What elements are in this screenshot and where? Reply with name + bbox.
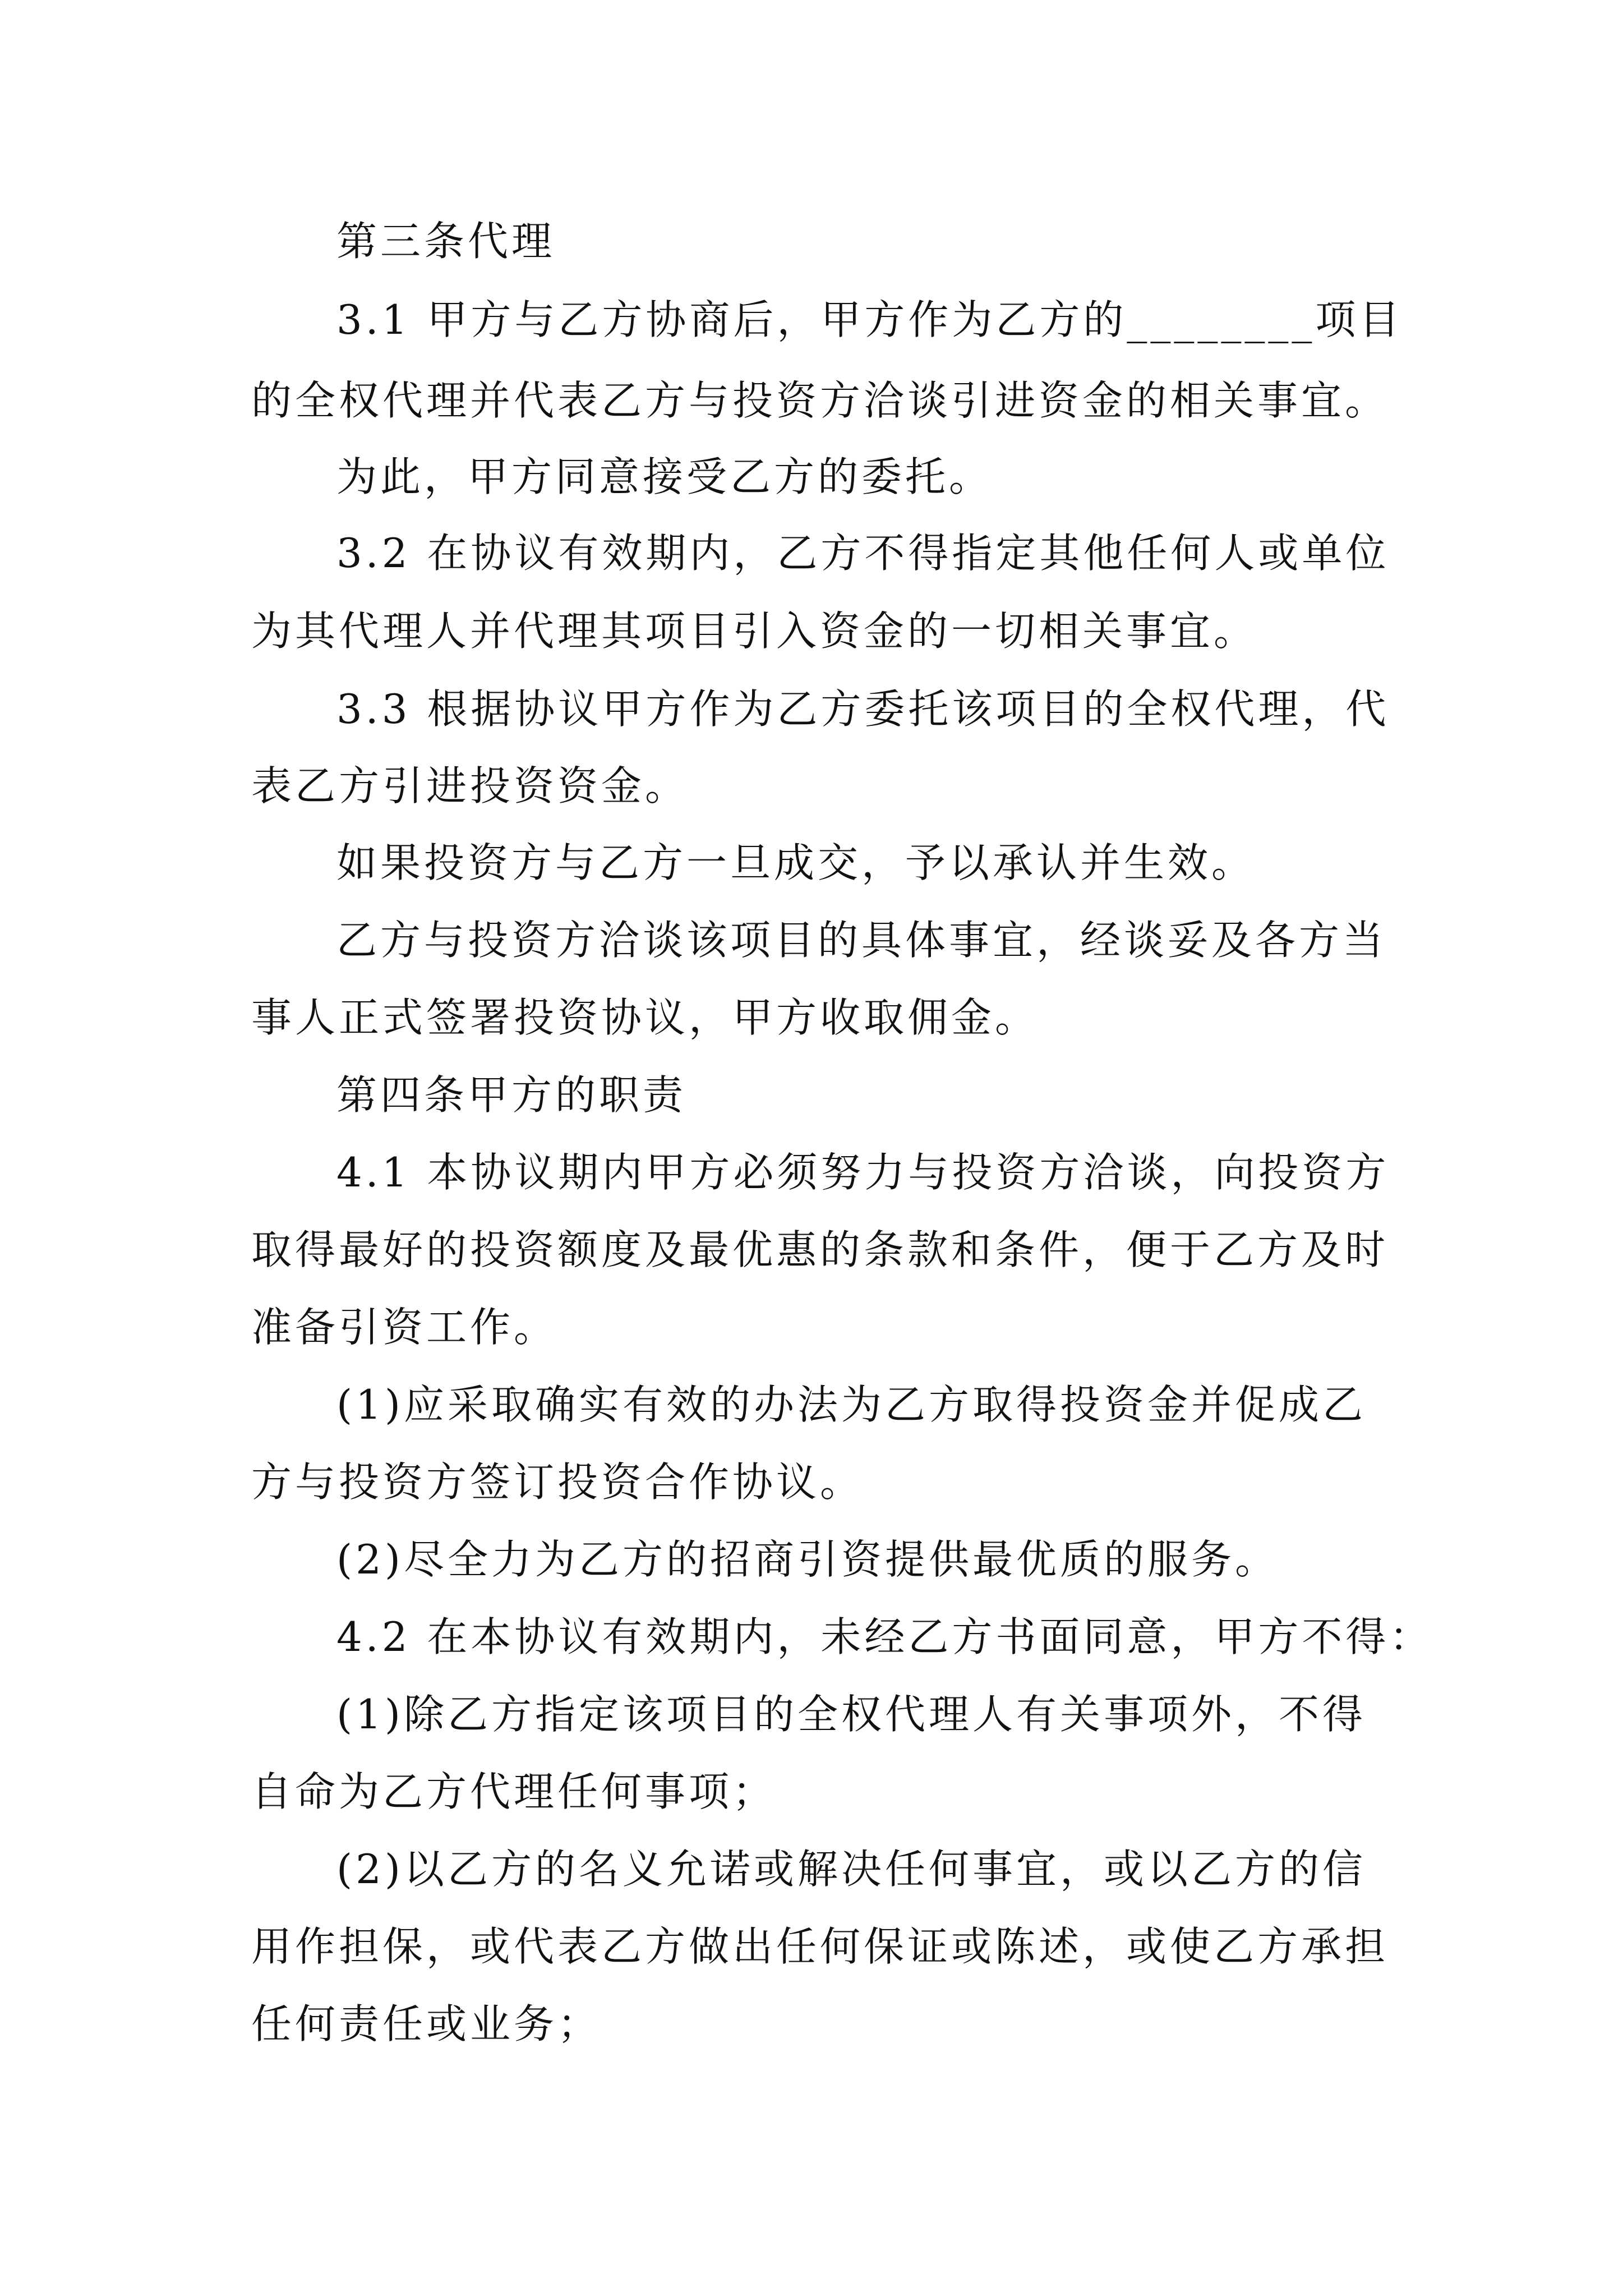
paragraph-line: 的全权代理并代表乙方与投资方洽谈引进资金的相关事宜。 bbox=[251, 377, 1389, 424]
paragraph-line: 3.2 在协议有效期内，乙方不得指定其他任何人或单位 bbox=[336, 530, 1390, 577]
paragraph-line: 4.2 在本协议有效期内，未经乙方书面同意，甲方不得： bbox=[336, 1613, 1433, 1660]
paragraph-line: 为此，甲方同意接受乙方的委托。 bbox=[336, 453, 993, 500]
paragraph-line: 乙方与投资方洽谈该项目的具体事宜，经谈妥及各方当 bbox=[336, 917, 1387, 964]
heading-article-3: 第三条代理 bbox=[336, 218, 556, 265]
paragraph-line: 如果投资方与乙方一旦成交，予以承认并生效。 bbox=[336, 839, 1256, 886]
heading-article-4: 第四条甲方的职责 bbox=[336, 1071, 687, 1119]
paragraph-line: 取得最好的投资额度及最优惠的条款和条件，便于乙方及时 bbox=[251, 1226, 1389, 1273]
paragraph-line: 为其代理人并代理其项目引入资金的一切相关事宜。 bbox=[251, 608, 1258, 655]
paragraph-line: (2)以乙方的名义允诺或解决任何事宜，或以乙方的信 bbox=[336, 1846, 1366, 1893]
paragraph-line: 任何责任或业务； bbox=[251, 2000, 602, 2047]
paragraph-line: 3.3 根据协议甲方作为乙方委托该项目的全权代理，代 bbox=[336, 685, 1390, 733]
paragraph-line: 表乙方引进投资资金。 bbox=[251, 762, 689, 809]
paragraph-line: 4.1 本协议期内甲方必须努力与投资方洽谈，向投资方 bbox=[336, 1149, 1390, 1196]
paragraph-line: 事人正式签署投资协议，甲方收取佣金。 bbox=[251, 994, 1039, 1041]
paragraph-line: 自命为乙方代理任何事项； bbox=[251, 1768, 777, 1815]
paragraph-line: (1)应采取确实有效的办法为乙方取得投资金并促成乙 bbox=[336, 1381, 1366, 1428]
paragraph-line: 准备引资工作。 bbox=[251, 1304, 558, 1351]
paragraph-line: 用作担保，或代表乙方做出任何保证或陈述，或使乙方承担 bbox=[251, 1923, 1389, 1970]
paragraph-line: 3.1 甲方与乙方协商后，甲方作为乙方的________项目 bbox=[336, 296, 1403, 343]
paragraph-line: 方与投资方签订投资合作协议。 bbox=[251, 1458, 864, 1506]
paragraph-line: (1)除乙方指定该项目的全权代理人有关事项外，不得 bbox=[336, 1691, 1366, 1738]
paragraph-line: (2)尽全力为乙方的招商引资提供最优质的服务。 bbox=[336, 1536, 1279, 1583]
